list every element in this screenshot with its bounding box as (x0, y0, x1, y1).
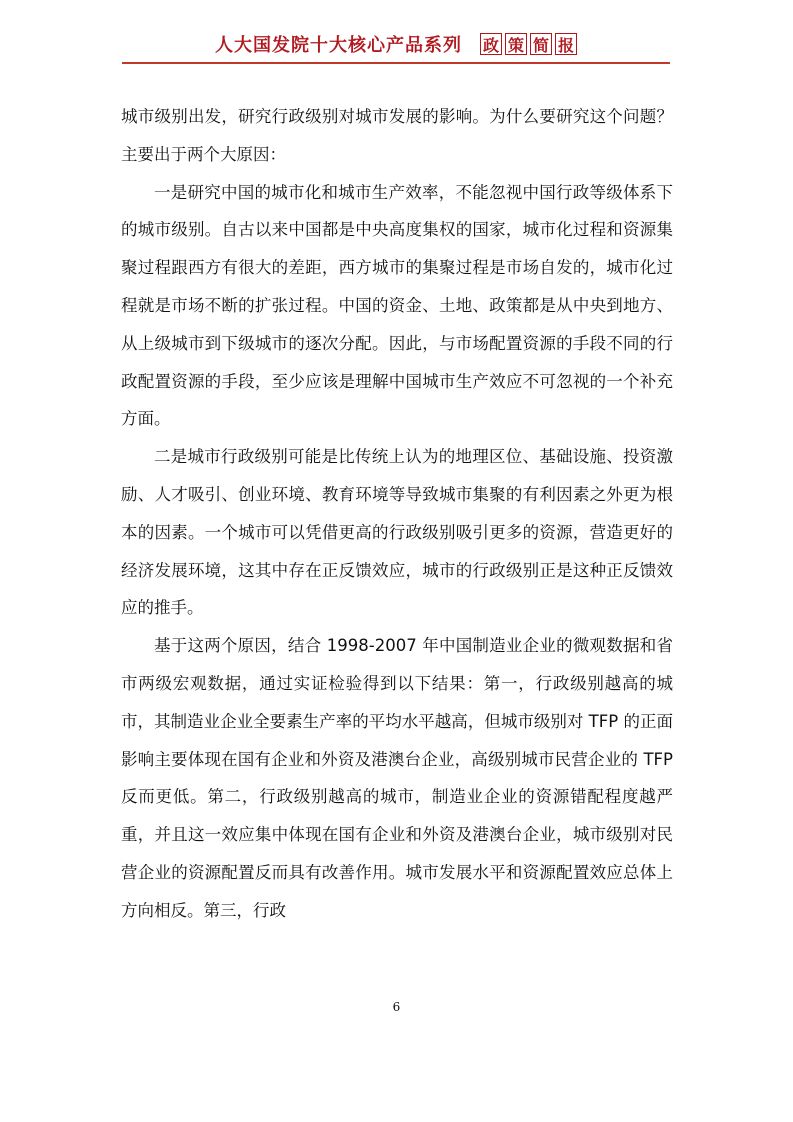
paragraph-reason-one: 一是研究中国的城市化和城市生产效率，不能忽视中国行政等级体系下的城市级别。自古以来中国都是中央高度集权的国家，城市化过程和资源集聚过程跟西方有很大的差距，西方城市的集聚过程是市场自发的，城市化过程就是市场不断的扩张过程。中国的资金、土地、政策都是从中央到地方、从上级城市到下级城市的逐次分配。因此，与市场配置资源的手段不同的行政配置资源的手段，至少应该是理解中国城市生产效应不可忽视的一个补充方面。 (121, 182, 673, 429)
series-title: 人大国发院十大核心产品系列 (215, 35, 462, 56)
paragraph-continuation: 城市级别出发，研究行政级别对城市发展的影响。为什么要研究这个问题？主要出于两个大原因： (121, 107, 673, 164)
label-char: 策 (505, 33, 527, 55)
page-header (122, 26, 670, 64)
body-text (121, 98, 673, 930)
page-number: 6 (392, 1000, 401, 1014)
paragraph-findings: 基于这两个原因，结合 1998-2007 年中国制造业企业的微观数据和省市两级宏观数据，通过实证检验得到以下结果：第一，行政级别越高的城市，其制造业企业全要素生产率的平均水平越高，但城市级别对 TFP 的正面影响主要体现在国有企业和外资及港澳台企业，高级别城市民营企业的 TFP 反而更低。第二，行政级别越高的城市，制造业企业的资源错配程度越严重，并且这一效应集中体现在国有企业和外资及港澳台企业，城市级别对民营企业的资源配置反而具有改善作用。城市发展水平和资源配置效应总体上方向相反。第三，行政 (121, 636, 673, 920)
paragraph-reason-two: 二是城市行政级别可能是比传统上认为的地理区位、基础设施、投资激励、人才吸引、创业环境、教育环境等导致城市集聚的有利因素之外更为根本的因素。一个城市可以凭借更高的行政级别吸引更多的资源，营造更好的经济发展环境，这其中存在正反馈效应，城市的行政级别正是这种正反馈效应的推手。 (121, 447, 673, 618)
label-char: 报 (555, 33, 577, 55)
label-char: 简 (530, 33, 552, 55)
label-char: 政 (480, 33, 502, 55)
policy-brief-label (480, 33, 577, 55)
